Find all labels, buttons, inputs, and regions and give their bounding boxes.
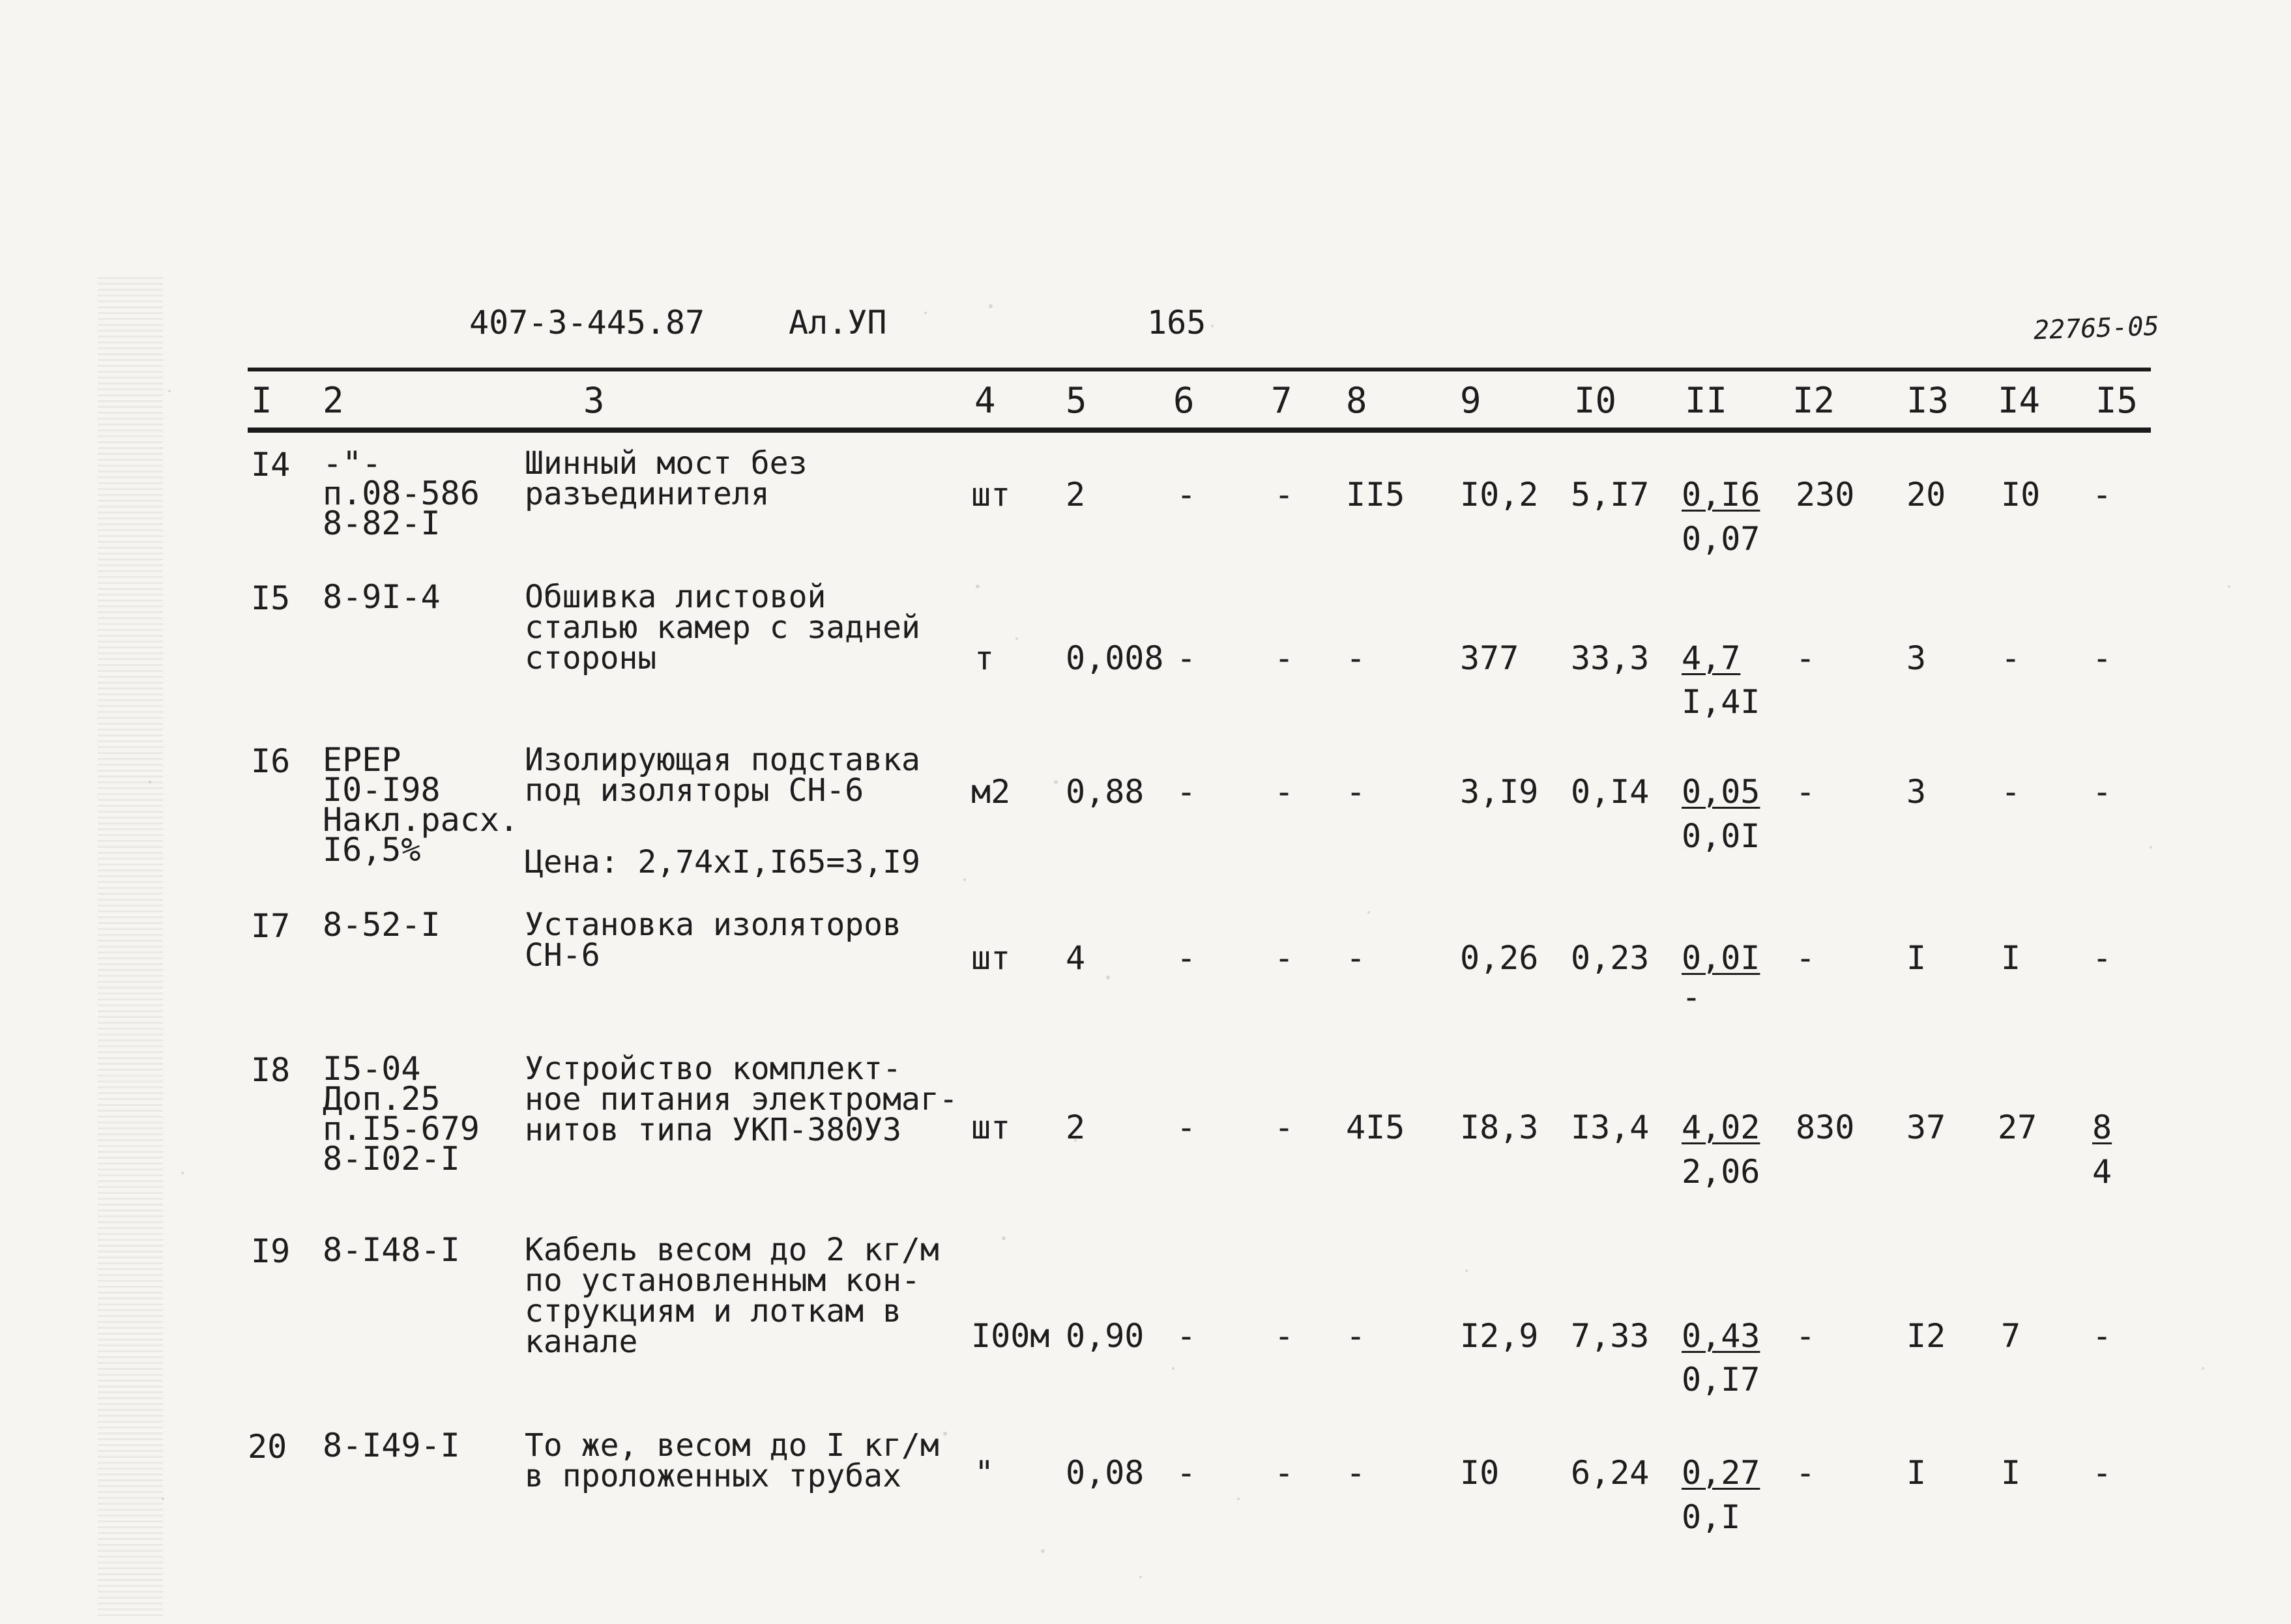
unit: шт: [971, 939, 1011, 977]
col-13-value: I2: [1906, 1317, 1946, 1355]
col-12-value: 230: [1796, 476, 1855, 514]
column-header-11: II: [1685, 380, 1728, 421]
work-description: Кабель весом до 2 кг/м по установленным кон- струкциям и лоткам в канале: [525, 1232, 939, 1360]
table-header-rule: [248, 428, 2151, 433]
col-6-value: -: [1176, 476, 1197, 514]
row-number: I4: [251, 446, 291, 484]
col-10-value: 33,3: [1571, 639, 1650, 677]
col-10-value: 0,I4: [1571, 773, 1650, 811]
col-15-top: -: [2092, 939, 2112, 977]
col-13-value: 3: [1906, 639, 1927, 677]
col-13-value: I: [1906, 1454, 1927, 1492]
document-number: 407-3-445.87: [469, 304, 705, 341]
table-top-rule: [248, 368, 2151, 371]
col-6-value: -: [1176, 1454, 1197, 1492]
col-15-bottom: 4: [2092, 1153, 2112, 1191]
quantity: 0,08: [1066, 1454, 1145, 1492]
column-header-7: 7: [1271, 380, 1292, 421]
column-header-6: 6: [1173, 380, 1195, 421]
col-9-value: I0,2: [1460, 476, 1539, 514]
price-note: Цена: 2,74хI,I65=3,I9: [525, 844, 920, 880]
col-11-top: 0,I6: [1682, 476, 1760, 514]
column-header-15: I5: [2095, 380, 2138, 421]
col-14-value: -: [2001, 773, 2021, 811]
col-9-value: 377: [1460, 639, 1519, 677]
col-11-top: 0,43: [1682, 1317, 1760, 1355]
col-6-value: -: [1176, 1317, 1197, 1355]
col-10-value: I3,4: [1571, 1109, 1650, 1146]
row-number: I5: [251, 579, 291, 617]
col-14-value: -: [2001, 639, 2021, 677]
col-11-top: 0,05: [1682, 773, 1760, 811]
col-9-value: 0,26: [1460, 939, 1539, 977]
work-description: Шинный мост без разъединителя: [525, 445, 808, 512]
column-header-8: 8: [1346, 380, 1367, 421]
col-11-bottom: I,4I: [1682, 683, 1760, 721]
norm-code: -"- п.08-586 8-82-I: [323, 444, 480, 542]
quantity: 2: [1066, 1109, 1086, 1146]
col-10-value: 6,24: [1571, 1454, 1650, 1492]
column-header-14: I4: [1998, 380, 2041, 421]
col-9-value: 3,I9: [1460, 773, 1539, 811]
col-9-value: I2,9: [1460, 1317, 1539, 1355]
row-number: I9: [251, 1232, 291, 1270]
norm-code: 8-I48-I: [323, 1231, 460, 1269]
col-8-value: -: [1346, 939, 1366, 977]
album-label: Ал.УП: [789, 304, 887, 341]
col-7-value: -: [1274, 1317, 1294, 1355]
column-header-5: 5: [1066, 380, 1087, 421]
col-8-value: -: [1346, 1454, 1366, 1492]
row-number: 20: [248, 1428, 287, 1466]
col-14-value: I0: [2001, 476, 2041, 514]
col-11-top: 4,7: [1682, 639, 1741, 677]
col-11-bottom: -: [1682, 978, 1702, 1016]
col-8-value: II5: [1346, 476, 1405, 514]
col-15-top: -: [2092, 1317, 2112, 1355]
unit: т: [974, 639, 995, 677]
col-14-value: I: [2001, 1454, 2021, 1492]
col-11-bottom: 0,07: [1682, 520, 1760, 558]
col-12-value: -: [1796, 939, 1816, 977]
column-header-12: I2: [1792, 380, 1835, 421]
col-15-top: -: [2092, 476, 2112, 514]
col-15-top: -: [2092, 773, 2112, 811]
row-number: I6: [251, 742, 291, 780]
col-12-value: -: [1796, 1317, 1816, 1355]
work-description: Установка изоляторов СН-6: [525, 906, 901, 974]
row-number: I8: [251, 1051, 291, 1089]
col-7-value: -: [1274, 939, 1294, 977]
col-11-bottom: 2,06: [1682, 1153, 1760, 1191]
column-header-13: I3: [1906, 380, 1949, 421]
col-9-value: I0: [1460, 1454, 1500, 1492]
unit: м2: [971, 773, 1011, 811]
norm-code: 8-9I-4: [323, 578, 441, 616]
col-7-value: -: [1274, 476, 1294, 514]
col-12-value: -: [1796, 773, 1816, 811]
col-15-top: -: [2092, 639, 2112, 677]
column-header-3: 3: [583, 380, 605, 421]
quantity: 4: [1066, 939, 1086, 977]
col-15-top: 8: [2092, 1109, 2112, 1146]
work-description: Устройство комплект- ное питания электромаг- нитов типа УКП-380УЗ: [525, 1051, 958, 1148]
col-14-value: I: [2001, 939, 2021, 977]
col-10-value: 5,I7: [1571, 476, 1650, 514]
col-12-value: -: [1796, 639, 1816, 677]
unit: I00м: [971, 1317, 1050, 1355]
col-6-value: -: [1176, 939, 1197, 977]
col-7-value: -: [1274, 639, 1294, 677]
norm-code: I5-04 Доп.25 п.I5-679 8-I02-I: [323, 1050, 480, 1178]
col-11-bottom: 0,I7: [1682, 1361, 1760, 1399]
col-10-value: 7,33: [1571, 1317, 1650, 1355]
col-13-value: 37: [1906, 1109, 1946, 1146]
column-header-4: 4: [974, 380, 996, 421]
col-11-top: 0,0I: [1682, 939, 1760, 977]
archive-stamp: 22765-05: [2033, 311, 2160, 346]
quantity: 0,90: [1066, 1317, 1145, 1355]
page-number: 165: [1147, 304, 1206, 341]
col-6-value: -: [1176, 639, 1197, 677]
unit: ": [974, 1454, 995, 1492]
col-8-value: -: [1346, 639, 1366, 677]
col-12-value: -: [1796, 1454, 1816, 1492]
col-15-top: -: [2092, 1454, 2112, 1492]
col-6-value: -: [1176, 1109, 1197, 1146]
col-8-value: 4I5: [1346, 1109, 1405, 1146]
col-8-value: -: [1346, 1317, 1366, 1355]
column-header-2: 2: [323, 380, 344, 421]
col-13-value: 20: [1906, 476, 1946, 514]
col-12-value: 830: [1796, 1109, 1855, 1146]
norm-code: ЕРЕР I0-I98 Накл.расх. I6,5%: [323, 741, 519, 869]
unit: шт: [971, 476, 1011, 514]
quantity: 0,88: [1066, 773, 1145, 811]
col-9-value: I8,3: [1460, 1109, 1539, 1146]
col-11-top: 0,27: [1682, 1454, 1760, 1492]
col-13-value: I: [1906, 939, 1927, 977]
row-number: I7: [251, 907, 291, 945]
scan-edge-noise: [98, 274, 163, 1616]
column-header-9: 9: [1460, 380, 1481, 421]
quantity: 2: [1066, 476, 1086, 514]
col-11-bottom: 0,I: [1682, 1498, 1741, 1536]
work-description: Изолирующая подставка под изоляторы СН-6: [525, 742, 920, 809]
col-14-value: 27: [1998, 1109, 2037, 1146]
col-14-value: 7: [2001, 1317, 2021, 1355]
work-description: То же, весом до I кг/м в проложенных трубах: [525, 1427, 939, 1494]
column-header-1: I: [251, 380, 272, 421]
column-header-10: I0: [1574, 380, 1617, 421]
col-13-value: 3: [1906, 773, 1927, 811]
norm-code: 8-52-I: [323, 906, 441, 944]
work-description: Обшивка листовой сталью камер с задней стороны: [525, 579, 920, 676]
quantity: 0,008: [1066, 639, 1164, 677]
col-10-value: 0,23: [1571, 939, 1650, 977]
col-11-bottom: 0,0I: [1682, 817, 1760, 855]
col-11-top: 4,02: [1682, 1109, 1760, 1146]
col-7-value: -: [1274, 1454, 1294, 1492]
norm-code: 8-I49-I: [323, 1427, 460, 1464]
unit: шт: [971, 1109, 1011, 1146]
col-6-value: -: [1176, 773, 1197, 811]
col-8-value: -: [1346, 773, 1366, 811]
col-7-value: -: [1274, 1109, 1294, 1146]
col-7-value: -: [1274, 773, 1294, 811]
